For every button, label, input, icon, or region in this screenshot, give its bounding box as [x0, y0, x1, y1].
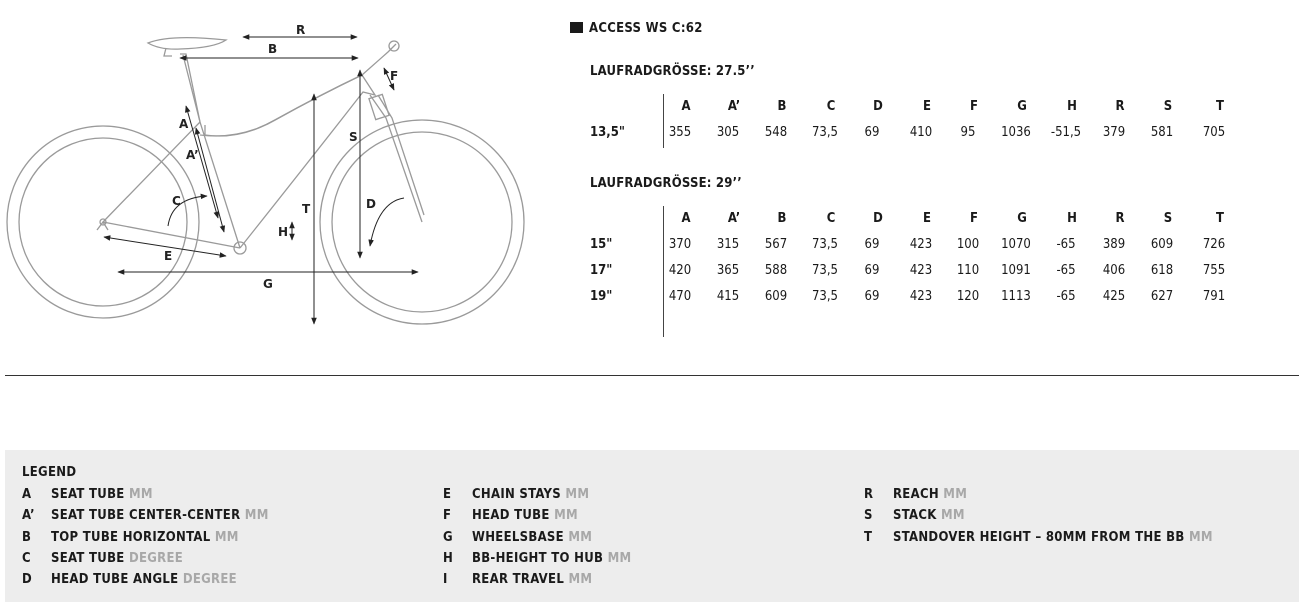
legend-label: HEAD TUBE [472, 508, 550, 524]
column-header: S [1163, 211, 1173, 226]
table-cell: -65 [1056, 263, 1076, 278]
table-cell: 95 [960, 125, 976, 140]
legend-key: C [22, 550, 31, 566]
legend-key: D [22, 572, 33, 588]
wheel-size-label-275: LAUFRADGRÖSSE: 27.5’’ [590, 64, 755, 79]
legend-key: G [443, 529, 453, 545]
table-cell: 423 [909, 289, 933, 304]
table-cell: -65 [1056, 237, 1076, 252]
legend-key: S [864, 508, 873, 524]
table-cell: 389 [1102, 237, 1126, 252]
table-cell: 1070 [1001, 237, 1031, 252]
legend-key: H [443, 550, 454, 566]
legend-unit: MM [607, 550, 632, 566]
table-cell: 1036 [1001, 125, 1031, 140]
column-header: E [923, 99, 931, 114]
legend-key: A [22, 487, 32, 502]
table-cell: 588 [764, 263, 788, 278]
legend-text [893, 508, 965, 523]
table-cell: 705 [1202, 125, 1226, 140]
legend-unit: MM [214, 529, 239, 545]
legend-unit: MM [568, 529, 593, 545]
table-cell: 406 [1102, 263, 1126, 278]
label-S: S [349, 130, 358, 144]
column-header: F [970, 211, 978, 226]
legend-key: I [443, 572, 448, 588]
legend-unit: MM [565, 487, 590, 502]
legend-label: CHAIN STAYS [472, 487, 562, 502]
legend-label: TOP TUBE HORIZONTAL [51, 529, 211, 545]
table-cell: 420 [668, 263, 692, 278]
table-cell: 415 [716, 289, 740, 304]
table-cell: 355 [668, 125, 692, 140]
table-cell: 315 [716, 237, 740, 252]
table-cell: 581 [1150, 125, 1174, 140]
table-cell: 110 [956, 263, 980, 278]
label-D: D [366, 197, 376, 211]
label-E: E [164, 249, 173, 263]
column-header: S [1163, 99, 1173, 114]
legend-unit: MM [568, 572, 593, 588]
table-cell: 73,5 [811, 125, 839, 140]
legend-key: E [443, 487, 452, 502]
legend-unit: MM [554, 508, 578, 524]
saddle [148, 38, 226, 50]
column-header: G [1017, 99, 1027, 114]
legend-unit: MM [128, 487, 153, 502]
frame-size-label: 19" [590, 289, 613, 304]
legend-text [51, 530, 239, 545]
table-cell: 69 [864, 289, 880, 304]
legend-text [472, 508, 578, 523]
table-cell: 370 [668, 237, 692, 252]
table-cell: 470 [668, 289, 692, 304]
legend-label: SEAT TUBE [51, 487, 125, 502]
table-cell: 567 [764, 237, 788, 252]
geometry-table-275 [590, 94, 1250, 148]
column-header: F [970, 99, 978, 114]
table-cell: 423 [909, 263, 933, 278]
column-header: B [777, 211, 787, 226]
frame-size-label: 15" [590, 237, 613, 252]
column-header: T [1216, 99, 1224, 114]
frame-size-label: 17" [590, 263, 613, 278]
table-cell: 726 [1202, 237, 1226, 252]
label-T: T [302, 202, 311, 216]
legend-key: R [864, 487, 874, 502]
label-C: C [172, 194, 181, 208]
table-cell: 609 [1150, 237, 1174, 252]
legend-text [51, 487, 153, 502]
table-cell: 69 [864, 125, 880, 140]
legend-text [472, 487, 589, 502]
column-header: H [1067, 99, 1077, 114]
wheel-size-label-29: LAUFRADGRÖSSE: 29’’ [590, 176, 742, 191]
column-header: A’ [727, 211, 741, 226]
legend-label: HEAD TUBE ANGLE [51, 572, 179, 588]
table-cell: 69 [864, 237, 880, 252]
column-header: D [873, 211, 883, 226]
column-header: R [1115, 99, 1125, 114]
label-B: B [268, 42, 278, 56]
legend-label: REACH [893, 487, 939, 502]
model-marker [570, 22, 583, 33]
table-cell: 305 [716, 125, 740, 140]
legend-text [472, 530, 592, 545]
column-header: C [826, 211, 836, 226]
legend-text [472, 572, 592, 587]
legend-key: F [443, 508, 452, 524]
table-cell: 609 [764, 289, 788, 304]
column-header: A’ [727, 99, 741, 114]
legend-title: LEGEND [22, 465, 77, 480]
column-header: D [873, 99, 883, 114]
table-cell: -51,5 [1050, 125, 1082, 140]
legend-text [472, 551, 632, 566]
table-cell: 423 [909, 237, 933, 252]
legend-key: T [864, 529, 873, 545]
legend-label: REAR TRAVEL [472, 572, 565, 588]
table-cell: 73,5 [811, 289, 839, 304]
table-cell: 1091 [1001, 263, 1031, 278]
legend-label: SEAT TUBE [51, 550, 125, 566]
table-cell: 1113 [1001, 289, 1031, 304]
table-cell: 410 [909, 125, 933, 140]
label-F: F [390, 69, 399, 83]
legend-key: A’ [22, 508, 35, 524]
table-cell: -65 [1056, 289, 1076, 304]
label-H: H [278, 225, 289, 239]
table-cell: 755 [1202, 263, 1226, 278]
fork [370, 95, 424, 222]
legend-label: BB-HEIGHT TO HUB [472, 550, 604, 566]
column-header: A [681, 99, 691, 114]
legend-text [893, 487, 967, 502]
legend-unit: MM [940, 508, 965, 524]
legend-label: WHEELSBASE [472, 529, 564, 545]
legend-panel [5, 450, 1299, 602]
table-cell: 365 [716, 263, 740, 278]
column-header: E [923, 211, 931, 226]
geometry-table-29 [590, 206, 1250, 337]
legend-unit: DEGREE [182, 572, 237, 588]
label-G: G [263, 277, 273, 291]
table-cell: 73,5 [811, 237, 839, 252]
legend-text [51, 572, 237, 587]
table-cell: 618 [1150, 263, 1174, 278]
column-header: B [777, 99, 787, 114]
column-header: C [826, 99, 836, 114]
legend-unit: DEGREE [128, 550, 184, 566]
section-divider [5, 375, 1299, 376]
table-cell: 791 [1202, 289, 1226, 304]
legend-unit: MM [244, 508, 269, 524]
column-header: G [1017, 211, 1027, 226]
frame-size-label: 13,5" [590, 125, 625, 140]
table-cell: 120 [956, 289, 980, 304]
legend-unit: MM [943, 487, 968, 502]
legend-text [51, 551, 183, 566]
table-cell: 73,5 [811, 263, 839, 278]
table-cell: 100 [956, 237, 980, 252]
legend-key: B [22, 529, 32, 545]
legend-label: STACK [893, 508, 937, 524]
table-cell: 425 [1102, 289, 1126, 304]
frame [103, 55, 375, 248]
label-R: R [296, 23, 306, 37]
legend-text [51, 508, 269, 523]
label-A: A [179, 117, 189, 131]
legend-label: STANDOVER HEIGHT – 80MM FROM THE BB [893, 529, 1185, 545]
legend-label: SEAT TUBE CENTER-CENTER [51, 508, 241, 524]
column-header: R [1115, 211, 1125, 226]
column-header: H [1067, 211, 1077, 226]
table-cell: 627 [1150, 289, 1174, 304]
legend-unit: MM [1188, 529, 1213, 545]
bike-geometry-diagram [0, 0, 560, 340]
table-cell: 379 [1102, 125, 1126, 140]
column-header: A [681, 211, 691, 226]
label-A-prime: A’ [186, 148, 199, 162]
model-title: ACCESS WS C:62 [570, 21, 703, 36]
table-cell: 69 [864, 263, 880, 278]
table-cell: 548 [764, 125, 788, 140]
column-header: T [1216, 211, 1224, 226]
legend-text [893, 530, 1213, 545]
